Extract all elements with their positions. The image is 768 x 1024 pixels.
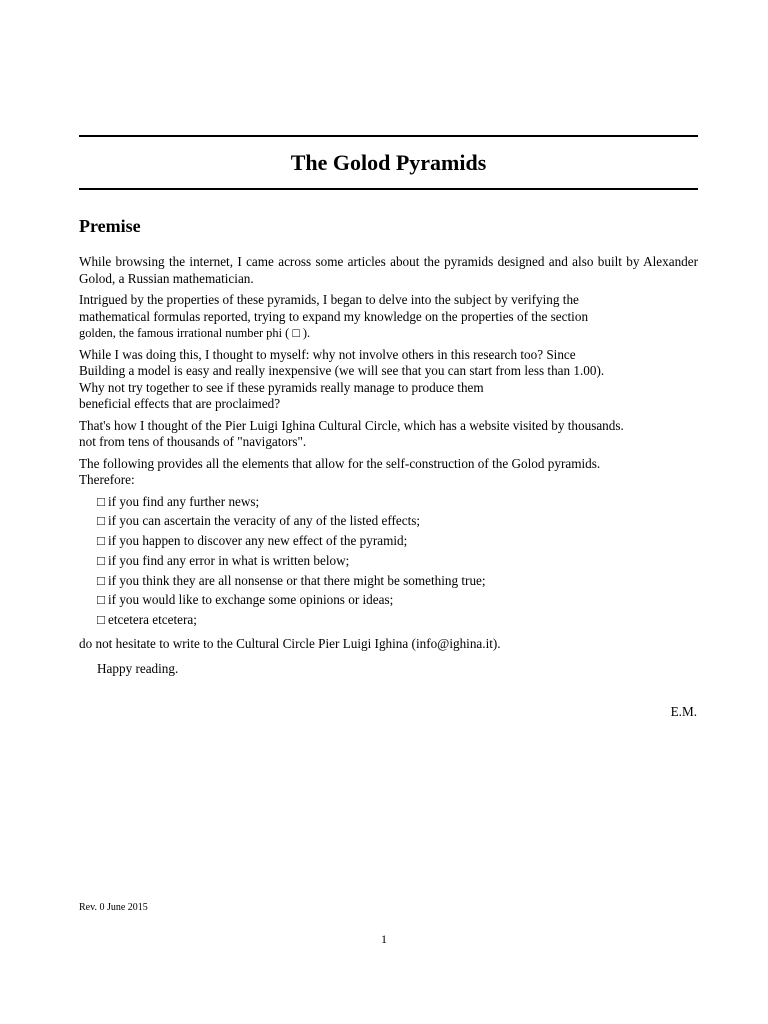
paragraph-line: While I was doing this, I thought to myself: why not involve others in this research too? Since bbox=[79, 346, 576, 362]
paragraph-line: Why not try together to see if these pyramids really manage to produce them bbox=[79, 379, 484, 395]
document-body bbox=[79, 254, 698, 682]
page-number: 1 bbox=[381, 932, 387, 946]
list-item-text: if you happen to discover any new effect of the pyramid; bbox=[107, 533, 408, 549]
list-item-text: if you think they are all nonsense or that there might be something true; bbox=[107, 572, 486, 588]
list-item bbox=[97, 551, 698, 571]
list-item bbox=[97, 511, 698, 531]
paragraph-intro: While browsing the internet, I came across some articles about the pyramids designed and also built by Alexander Golod, a Russian mathematician. bbox=[79, 254, 698, 286]
checkbox-square-icon: □ bbox=[97, 533, 105, 549]
revision-note: Rev. 0 June 2015 bbox=[79, 902, 148, 913]
checkbox-square-icon: □ bbox=[97, 513, 105, 529]
paragraph-cultural-circle bbox=[79, 418, 698, 451]
list-item bbox=[97, 590, 698, 610]
list-item bbox=[97, 492, 698, 512]
bullet-list bbox=[97, 492, 698, 631]
list-item-text: if you find any error in what is written below; bbox=[107, 552, 350, 568]
checkbox-square-icon: □ bbox=[97, 612, 105, 628]
paragraph-closing: do not hesitate to write to the Cultural Circle Pier Luigi Ighina (info@ighina.it). bbox=[79, 636, 501, 652]
paragraph-following bbox=[79, 456, 698, 489]
list-item bbox=[97, 531, 698, 551]
list-item bbox=[97, 571, 698, 591]
title-bottom-rule bbox=[79, 188, 698, 190]
checkbox-square-icon: □ bbox=[97, 572, 105, 588]
paragraph-line: golden, the famous irrational number phi ( □ ). bbox=[79, 326, 311, 340]
list-item-text: if you find any further news; bbox=[107, 493, 260, 509]
signature: E.M. bbox=[670, 704, 697, 719]
paragraph-line: That's how I thought of the Pier Luigi Ighina Cultural Circle, which has a website visited by thousands. bbox=[79, 417, 624, 433]
paragraph-line: The following provides all the elements that allow for the self-construction of the Golod pyramids. bbox=[79, 455, 601, 471]
list-item-text: etcetera etcetera; bbox=[107, 612, 197, 628]
checkbox-square-icon: □ bbox=[97, 552, 105, 568]
list-item-text: if you can ascertain the veracity of any of the listed effects; bbox=[107, 513, 421, 529]
document-title: The Golod Pyramids bbox=[290, 150, 487, 175]
paragraph-involve-others bbox=[79, 347, 698, 413]
paragraph-line: Building a model is easy and really inexpensive (we will see that you can start from less than 1.00). bbox=[79, 363, 605, 378]
paragraph-line: beneficial effects that are proclaimed? bbox=[79, 396, 281, 411]
list-item bbox=[97, 610, 698, 630]
checkbox-square-icon: □ bbox=[97, 493, 105, 509]
paragraph-line: not from tens of thousands of "navigators". bbox=[79, 434, 307, 449]
section-heading: Premise bbox=[79, 216, 141, 236]
paragraph-line: mathematical formulas reported, trying to expand my knowledge on the properties of the section bbox=[79, 308, 589, 324]
paragraph-line: Therefore: bbox=[79, 472, 135, 487]
paragraph-intrigued bbox=[79, 292, 698, 342]
paragraph-line: Intrigued by the properties of these pyramids, I began to delve into the subject by verifying the bbox=[79, 292, 579, 307]
title-top-rule bbox=[79, 135, 698, 137]
greeting-text: Happy reading. bbox=[97, 660, 179, 676]
checkbox-square-icon: □ bbox=[97, 592, 105, 608]
list-item-text: if you would like to exchange some opinions or ideas; bbox=[107, 592, 394, 608]
